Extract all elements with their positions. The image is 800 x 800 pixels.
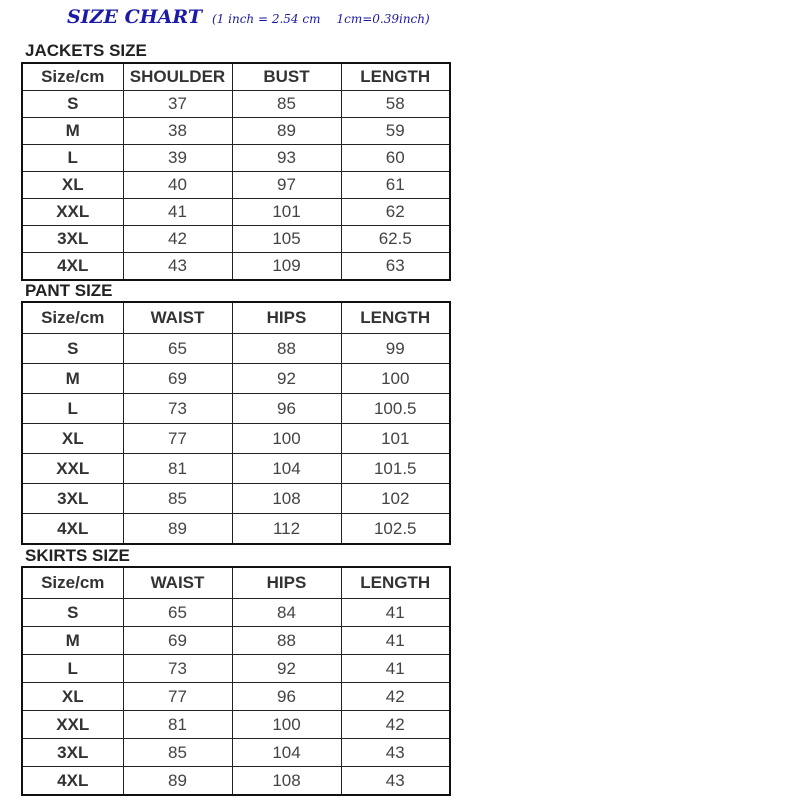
measurement-cell: 65 <box>123 334 232 364</box>
size-label-cell: L <box>22 655 123 683</box>
measurement-cell: 100 <box>341 364 450 394</box>
inch-cm-note: (1 inch = 2.54 cm <box>212 12 321 26</box>
measurement-cell: 85 <box>123 739 232 767</box>
measurement-cell: 96 <box>232 394 341 424</box>
size-label-cell: XL <box>22 424 123 454</box>
table-row <box>22 118 450 145</box>
size-label-cell: XL <box>22 172 123 199</box>
column-header: Size/cm <box>22 63 123 91</box>
measurement-cell: 41 <box>341 627 450 655</box>
measurement-cell: 81 <box>123 711 232 739</box>
measurement-cell: 102 <box>341 484 450 514</box>
column-header: HIPS <box>232 567 341 599</box>
size-label-cell: M <box>22 364 123 394</box>
measurement-cell: 108 <box>232 484 341 514</box>
measurement-cell: 65 <box>123 599 232 627</box>
measurement-cell: 93 <box>232 145 341 172</box>
size-label-cell: XXL <box>22 711 123 739</box>
table-row <box>22 767 450 796</box>
measurement-cell: 81 <box>123 454 232 484</box>
measurement-cell: 43 <box>123 253 232 281</box>
measurement-cell: 41 <box>123 199 232 226</box>
measurement-cell: 62 <box>341 199 450 226</box>
column-header: WAIST <box>123 567 232 599</box>
measurement-cell: 100.5 <box>341 394 450 424</box>
table-header-row <box>22 567 450 599</box>
skirts-size-table <box>21 566 451 796</box>
size-label-cell: XL <box>22 683 123 711</box>
size-label-cell: 3XL <box>22 484 123 514</box>
measurement-cell: 89 <box>123 767 232 796</box>
column-header: HIPS <box>232 302 341 334</box>
measurement-cell: 109 <box>232 253 341 281</box>
table-row <box>22 226 450 253</box>
measurement-cell: 41 <box>341 655 450 683</box>
measurement-cell: 104 <box>232 454 341 484</box>
table-row <box>22 683 450 711</box>
measurement-cell: 88 <box>232 627 341 655</box>
table-row <box>22 711 450 739</box>
measurement-cell: 69 <box>123 364 232 394</box>
column-header: WAIST <box>123 302 232 334</box>
size-label-cell: L <box>22 145 123 172</box>
table-row <box>22 484 450 514</box>
measurement-cell: 85 <box>232 91 341 118</box>
table-row <box>22 364 450 394</box>
skirts-section-title: SKIRTS SIZE <box>25 546 130 565</box>
column-header: LENGTH <box>341 63 450 91</box>
measurement-cell: 37 <box>123 91 232 118</box>
table-row <box>22 514 450 545</box>
column-header: SHOULDER <box>123 63 232 91</box>
measurement-cell: 92 <box>232 364 341 394</box>
size-label-cell: 4XL <box>22 767 123 796</box>
measurement-cell: 104 <box>232 739 341 767</box>
column-header: LENGTH <box>341 302 450 334</box>
table-row <box>22 424 450 454</box>
measurement-cell: 84 <box>232 599 341 627</box>
table-row <box>22 334 450 364</box>
size-label-cell: 3XL <box>22 739 123 767</box>
measurement-cell: 108 <box>232 767 341 796</box>
size-label-cell: M <box>22 118 123 145</box>
measurement-cell: 99 <box>341 334 450 364</box>
table-row <box>22 253 450 281</box>
pants-size-table <box>21 301 451 545</box>
jackets-size-table <box>21 62 451 281</box>
measurement-cell: 100 <box>232 424 341 454</box>
column-header: Size/cm <box>22 302 123 334</box>
measurement-cell: 112 <box>232 514 341 545</box>
measurement-cell: 97 <box>232 172 341 199</box>
measurement-cell: 43 <box>341 739 450 767</box>
size-label-cell: S <box>22 334 123 364</box>
measurement-cell: 100 <box>232 711 341 739</box>
measurement-cell: 40 <box>123 172 232 199</box>
measurement-cell: 89 <box>232 118 341 145</box>
table-row <box>22 91 450 118</box>
measurement-cell: 62.5 <box>341 226 450 253</box>
measurement-cell: 63 <box>341 253 450 281</box>
table-row <box>22 739 450 767</box>
table-row <box>22 172 450 199</box>
measurement-cell: 102.5 <box>341 514 450 545</box>
measurement-cell: 73 <box>123 394 232 424</box>
measurement-cell: 42 <box>123 226 232 253</box>
size-label-cell: 4XL <box>22 253 123 281</box>
measurement-cell: 42 <box>341 711 450 739</box>
measurement-cell: 41 <box>341 599 450 627</box>
size-label-cell: S <box>22 91 123 118</box>
table-row <box>22 627 450 655</box>
unit-conversion-note <box>212 12 430 26</box>
pants-section-title: PANT SIZE <box>25 281 113 300</box>
measurement-cell: 96 <box>232 683 341 711</box>
page-title: SIZE CHART <box>67 6 202 28</box>
measurement-cell: 77 <box>123 683 232 711</box>
column-header: LENGTH <box>341 567 450 599</box>
size-label-cell: 4XL <box>22 514 123 545</box>
size-label-cell: S <box>22 599 123 627</box>
measurement-cell: 60 <box>341 145 450 172</box>
cm-inch-note: 1cm=0.39inch) <box>336 12 430 26</box>
jackets-section-title: JACKETS SIZE <box>25 41 147 60</box>
column-header: Size/cm <box>22 567 123 599</box>
measurement-cell: 77 <box>123 424 232 454</box>
measurement-cell: 38 <box>123 118 232 145</box>
size-label-cell: L <box>22 394 123 424</box>
table-row <box>22 454 450 484</box>
measurement-cell: 88 <box>232 334 341 364</box>
measurement-cell: 59 <box>341 118 450 145</box>
size-label-cell: XXL <box>22 199 123 226</box>
measurement-cell: 101.5 <box>341 454 450 484</box>
measurement-cell: 89 <box>123 514 232 545</box>
table-row <box>22 199 450 226</box>
measurement-cell: 73 <box>123 655 232 683</box>
table-header-row <box>22 63 450 91</box>
measurement-cell: 69 <box>123 627 232 655</box>
measurement-cell: 92 <box>232 655 341 683</box>
page-header <box>67 6 430 28</box>
measurement-cell: 58 <box>341 91 450 118</box>
measurement-cell: 43 <box>341 767 450 796</box>
measurement-cell: 42 <box>341 683 450 711</box>
measurement-cell: 101 <box>232 199 341 226</box>
measurement-cell: 39 <box>123 145 232 172</box>
table-row <box>22 655 450 683</box>
measurement-cell: 105 <box>232 226 341 253</box>
measurement-cell: 61 <box>341 172 450 199</box>
table-row <box>22 394 450 424</box>
table-header-row <box>22 302 450 334</box>
measurement-cell: 101 <box>341 424 450 454</box>
table-row <box>22 599 450 627</box>
column-header: BUST <box>232 63 341 91</box>
size-label-cell: 3XL <box>22 226 123 253</box>
measurement-cell: 85 <box>123 484 232 514</box>
size-label-cell: XXL <box>22 454 123 484</box>
table-row <box>22 145 450 172</box>
size-label-cell: M <box>22 627 123 655</box>
